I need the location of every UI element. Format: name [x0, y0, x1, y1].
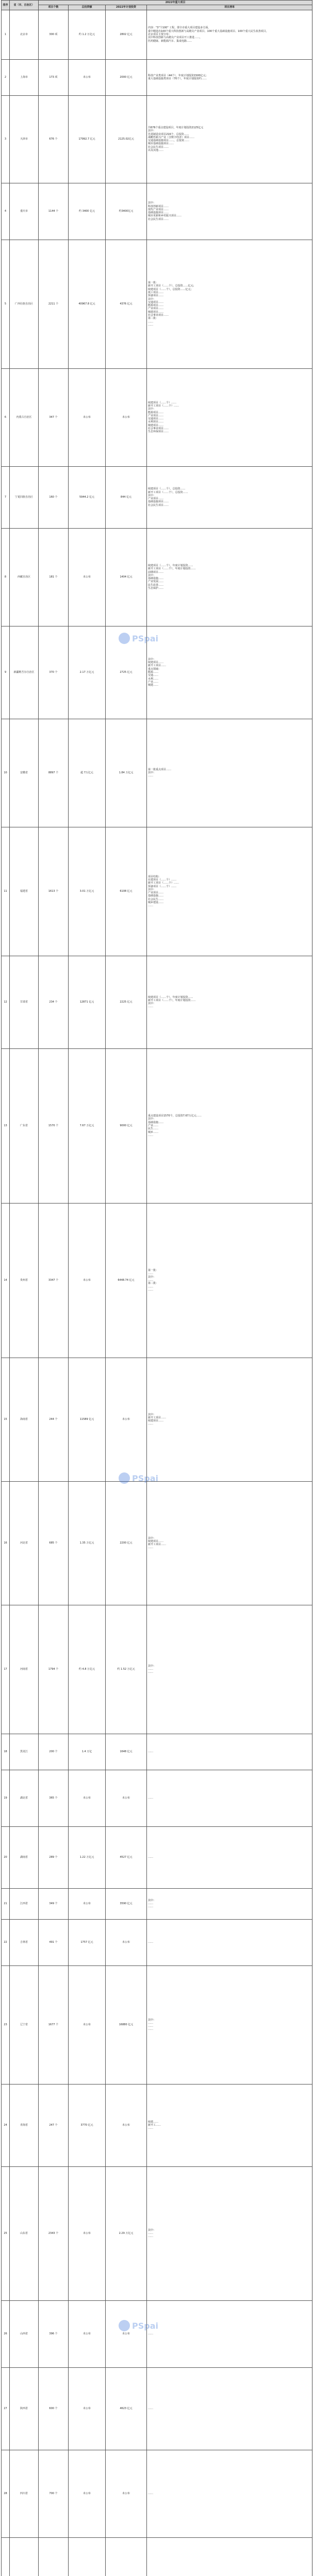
watermark-text: PSpai: [132, 633, 158, 643]
province-cell: 湖北省: [10, 1770, 39, 1826]
header-row-bottom: [2, 5, 312, 10]
detail-cell: 第一批： 新开工项目（……个），总投资……亿元； 续建项目（……个），总投资……亿元； 竣工项目…… 预备项目…… 其中： 交通项目…… 能源项目…… 产业项目…… 城建项目…… 社会事业项目…… 第二批： …… ……: [147, 240, 312, 368]
rank-cell: 12: [2, 956, 10, 1048]
col-count-header: 项目个数: [39, 5, 69, 10]
total-cell: 1757 亿元: [69, 1919, 106, 1965]
plan-cell: 未公布: [106, 1919, 147, 1965]
col-detail-header: 项目清单: [147, 5, 312, 10]
total-cell: 未公布: [69, 2367, 106, 2450]
rank-cell: 24: [2, 2084, 10, 2166]
table-row: [2, 1734, 312, 1770]
province-cell: 辽宁省: [10, 1965, 39, 2084]
table-row: [2, 2450, 312, 2537]
plan-cell: 6448.74 亿元: [106, 1203, 147, 1358]
header-row-top: [2, 1, 312, 5]
rank-cell: 21: [2, 1888, 10, 1919]
province-cell: 甘肃省: [10, 956, 39, 1048]
rank-cell: 16: [2, 1481, 10, 1605]
table-row: [2, 956, 312, 1048]
count-cell: 1677 个: [39, 1965, 69, 2084]
total-cell: 7.67 万亿元: [69, 1048, 106, 1203]
detail-cell: ……: [147, 2300, 312, 2367]
plan-cell: 2225 亿元: [106, 956, 147, 1048]
rank-cell: 4: [2, 183, 10, 240]
province-cell: 山东省: [10, 2166, 39, 2300]
total-cell: 未公布: [69, 368, 106, 466]
col-rank-header: 排序: [2, 1, 10, 10]
province-cell: 黑龙江: [10, 1734, 39, 1770]
plan-cell: 2725 亿元: [106, 626, 147, 719]
rank-cell: 11: [2, 827, 10, 956]
detail-cell: [147, 2537, 312, 2576]
province-cell: 福建省: [10, 827, 39, 956]
rank-cell: 19: [2, 1770, 10, 1826]
total-cell: 5944.2 亿元: [69, 466, 106, 528]
table-row: [2, 1826, 312, 1888]
rank-cell: 26: [2, 2300, 10, 2367]
detail-cell: ……: [147, 2450, 312, 2537]
rank-cell: 17: [2, 1605, 10, 1734]
province-cell: 四川省: [10, 2450, 39, 2537]
plan-cell: 9000 亿元: [106, 1048, 147, 1203]
table-row: [2, 1770, 312, 1826]
total-cell: 未公布: [69, 1770, 106, 1826]
rank-cell: 13: [2, 1048, 10, 1203]
detail-cell: 其中： …… …… ……: [147, 1965, 312, 2084]
count-cell: 365 个: [39, 1770, 69, 1826]
count-cell: 1570 个: [39, 1048, 69, 1203]
detail-cell: 第一批： …… 其中： …… 第二批： …… ……: [147, 1203, 312, 1358]
table-row: [2, 2084, 312, 2166]
detail-cell: 其中： 续建项目…… 新开工项目…… ……: [147, 1481, 312, 1605]
total-cell: 40967.8 亿元: [69, 240, 106, 368]
plan-cell: 16880 亿元: [106, 1965, 147, 2084]
province-cell: 重庆市: [10, 183, 39, 240]
detail-cell: 共676个重点建设项目，年度计划投资2125亿元 其中： 先进制造业项目216个，总投资…… 战略性新兴产业（含数字经济）项目…… 交通基础设施项目……，总投资…… 城市基础设施项目…… 社会民生项目…… 以及其他……: [147, 95, 312, 183]
province-cell: 山西省: [10, 2300, 39, 2367]
province-cell: 吉林省: [10, 1919, 39, 1965]
total-cell: 未公布: [69, 1203, 106, 1358]
rank-cell: 18: [2, 1734, 10, 1770]
rank-cell: 28: [2, 2450, 10, 2537]
detail-cell: 科技产业类项目（44个），年度计划投资1500亿元； 重大基础设施类项目（70个），年度计划投资约……: [147, 59, 312, 95]
rank-cell: [2, 2537, 10, 2576]
count-cell: 1144 个: [39, 183, 69, 240]
detail-cell: 项目结构： 在建项目（……个）…… 新开工项目（……个）…… 预备项目（……个）…… 其中： 产业项目…… 基础设施…… 社会民生…… 城乡建设…… ……: [147, 827, 312, 956]
count-cell: 173 项: [39, 59, 69, 95]
count-cell: 2211 个: [39, 240, 69, 368]
total-cell: 未公布: [69, 2300, 106, 2367]
plan-cell: 2000 亿元: [106, 59, 147, 95]
detail-cell: 其中： 科技创新项目…… 现代产业项目…… 基础设施项目…… 城市更新和乡村振兴项目…… 社会民生项目……: [147, 183, 312, 240]
projects-table: [1, 0, 312, 2576]
count-cell: [39, 2537, 69, 2576]
province-cell: 北京市: [10, 10, 39, 59]
plan-cell: 2.29 万亿元: [106, 2166, 147, 2300]
total-cell: 3.01 万亿元: [69, 827, 106, 956]
plan-cell: [106, 2537, 147, 2576]
count-cell: 370 个: [39, 626, 69, 719]
detail-cell: ……: [147, 2367, 312, 2450]
plan-cell: 1404 亿元: [106, 528, 147, 626]
total-cell: 17992.7 亿元: [69, 95, 106, 183]
detail-cell: ……: [147, 1919, 312, 1965]
table-body: [2, 10, 312, 2576]
table-row: [2, 626, 312, 719]
rank-cell: 14: [2, 1203, 10, 1358]
rank-cell: 1: [2, 10, 10, 59]
span-title: 2022年重大项目: [39, 1, 312, 5]
detail-cell: 其中： 续建项目…… 新开工项目…… 重点领域： 能源…… 交通…… 水利…… 产业…… 城建……: [147, 626, 312, 719]
total-cell: 未公布: [69, 1965, 106, 2084]
plan-cell: 1.84 万亿元: [106, 719, 147, 827]
total-cell: 未公布: [69, 1888, 106, 1919]
table-row: [2, 2300, 312, 2367]
province-cell: 河北省: [10, 1481, 39, 1605]
total-cell: [69, 2537, 106, 2576]
rank-cell: 8: [2, 528, 10, 626]
rank-cell: 7: [2, 466, 10, 528]
detail-cell: ……: [147, 1734, 312, 1770]
detail-cell: 第一批重点项目…… 其中： ……: [147, 719, 312, 827]
detail-cell: 重点建设项目1570个，总投资7.67万亿元…… 其中： 基础设施…… 产业…… 民生…… 城乡…… ……: [147, 1048, 312, 1203]
province-cell: 贵州省: [10, 1203, 39, 1358]
plan-cell: 4623 亿元: [106, 2367, 147, 2450]
plan-cell: 未公布: [106, 2450, 147, 2537]
total-cell: 未公布: [69, 528, 106, 626]
total-cell: 超 7万亿元: [69, 719, 106, 827]
province-cell: [10, 2537, 39, 2576]
rank-cell: 2: [2, 59, 10, 95]
total-cell: 2.17 万亿元: [69, 626, 106, 719]
total-cell: 约 4.8 万亿元: [69, 1605, 106, 1734]
detail-cell: 续建项目（……个），年度计划投资…… 新开工项目（……个），年度计划投资…… 前期项目…… 其中： 基础设施…… 产业发展…… 民生改善…… 生态保护……: [147, 528, 312, 626]
detail-cell: 续建…… 新开工…… ……: [147, 2084, 312, 2166]
count-cell: 300 项: [39, 10, 69, 59]
total-cell: 1.35 万亿元: [69, 1481, 106, 1605]
count-cell: 247 个: [39, 2084, 69, 2166]
plan-cell: 844 亿元: [106, 466, 147, 528]
province-cell: 天津市: [10, 95, 39, 183]
table-row: [2, 240, 312, 368]
total-cell: 3770 亿元: [69, 2084, 106, 2166]
table-row: [2, 2166, 312, 2300]
plan-cell: 4527 亿元: [106, 1826, 147, 1888]
detail-cell: 续建项目（……个），总投资…… 新开工项目（……个），总投资…… 其中： 产业项目…… 基础设施项目…… 社会民生项目……: [147, 466, 312, 528]
province-cell: 江西省: [10, 1888, 39, 1919]
province-cell: 西藏自治区: [10, 528, 39, 626]
detail-cell: ……: [147, 1770, 312, 1826]
table-row: [2, 1048, 312, 1203]
table-row: [2, 1919, 312, 1965]
count-cell: 700 个: [39, 2450, 69, 2537]
rank-cell: 5: [2, 240, 10, 368]
plan-cell: 6108 亿元: [106, 827, 147, 956]
table-row: [2, 59, 312, 95]
detail-cell: 续建项目（……个）…… 新开工项目（……个）…… 其中： 能源项目…… 产业项目…… 交通项目…… 水利项目…… 城建项目…… 社会事业项目…… 生态环保项目……: [147, 368, 312, 466]
rank-cell: 23: [2, 1965, 10, 2084]
plan-cell: 2802 亿元: [106, 10, 147, 59]
total-cell: 未公布: [69, 2166, 106, 2300]
table-row: [2, 1203, 312, 1358]
plan-cell: 2200 亿元: [106, 1481, 147, 1605]
col-plan-header: 2022年计划投资: [106, 5, 147, 10]
count-cell: 244 个: [39, 1358, 69, 1481]
plan-cell: 未公布: [106, 2084, 147, 2166]
rank-cell: 25: [2, 2166, 10, 2300]
table-row: [2, 2537, 312, 2576]
plan-cell: 1648 亿元: [106, 1734, 147, 1770]
province-cell: 内蒙古自治区: [10, 368, 39, 466]
detail-cell: 其中： 新开工项目…… 续建项目…… ……: [147, 1358, 312, 1481]
table-row: [2, 827, 312, 956]
count-cell: 2343 个: [39, 2166, 69, 2300]
plan-cell: 2125.02亿元: [106, 95, 147, 183]
table-row: [2, 1481, 312, 1605]
count-cell: 234 个: [39, 956, 69, 1048]
rank-cell: 22: [2, 1919, 10, 1965]
plan-cell: 约3400亿元: [106, 183, 147, 240]
province-cell: 河南省: [10, 1605, 39, 1734]
province-cell: 湖南省: [10, 1826, 39, 1888]
rank-cell: 3: [2, 95, 10, 183]
table-row: [2, 466, 312, 528]
table-row: [2, 528, 312, 626]
count-cell: 1794 个: [39, 1605, 69, 1734]
watermark-text: PSpai: [132, 2320, 158, 2331]
detail-cell: 内容："3"个100" 工程，即全市重大项目建设多方面， 重中精选出100个重大科技创新与高精尖产业项目、100个重大基础设施项目、100个重大民生改善项目。 北京项目主要分布： 其中科技创新与高精尖产业项目开工推进……， 医药健康、新能源汽车、集成电路……: [147, 10, 312, 59]
table-row: [2, 1965, 312, 2084]
col-total-header: 总投资额: [69, 5, 106, 10]
province-cell: 广西壮族自治区: [10, 240, 39, 368]
watermark-text: PSpai: [132, 1473, 158, 1483]
count-cell: 8897 个: [39, 719, 69, 827]
total-cell: 未公布: [69, 2450, 106, 2537]
table-row: [2, 368, 312, 466]
total-cell: 约 3400 亿元: [69, 183, 106, 240]
detail-cell: 其中： …… ……: [147, 2166, 312, 2300]
detail-cell: ……: [147, 1826, 312, 1888]
count-cell: 3347 个: [39, 1203, 69, 1358]
plan-cell: 未公布: [106, 1358, 147, 1481]
count-cell: 600 个: [39, 2367, 69, 2450]
rank-cell: 10: [2, 719, 10, 827]
province-cell: 安徽省: [10, 719, 39, 827]
count-cell: 200 个: [39, 1734, 69, 1770]
detail-cell: 其中： …… ……: [147, 1605, 312, 1734]
province-cell: 陕西省: [10, 2367, 39, 2450]
col-province-header: 省（市、自治区）: [10, 1, 39, 10]
rank-cell: 15: [2, 1358, 10, 1481]
total-cell: 未公布: [69, 59, 106, 95]
rank-cell: 9: [2, 626, 10, 719]
plan-cell: 4376 亿元: [106, 240, 147, 368]
total-cell: 11589 亿元: [69, 1358, 106, 1481]
rank-cell: 27: [2, 2367, 10, 2450]
plan-cell: 3590 亿元: [106, 1888, 147, 1919]
table-row: [2, 1358, 312, 1481]
province-cell: 海南省: [10, 1358, 39, 1481]
total-cell: 1.4 万亿: [69, 1734, 106, 1770]
count-cell: 349 个: [39, 1888, 69, 1919]
province-cell: 青海省: [10, 2084, 39, 2166]
count-cell: 1613 个: [39, 827, 69, 956]
total-cell: 约 1.2 万亿元: [69, 10, 106, 59]
count-cell: 491 个: [39, 1919, 69, 1965]
count-cell: 347 个: [39, 368, 69, 466]
province-cell: 新疆维吾尔自治区: [10, 626, 39, 719]
plan-cell: 未公布: [106, 2300, 147, 2367]
total-cell: 1.22 万亿元: [69, 1826, 106, 1888]
table-row: [2, 719, 312, 827]
total-cell: 12871 亿元: [69, 956, 106, 1048]
table-row: [2, 183, 312, 240]
detail-cell: 续建项目（……个），年度计划投资…… 新开工项目（……个），年度计划投资…… 其中： ……: [147, 956, 312, 1048]
rank-cell: 6: [2, 368, 10, 466]
count-cell: 396 个: [39, 2300, 69, 2367]
count-cell: 685 个: [39, 1481, 69, 1605]
rank-cell: 20: [2, 1826, 10, 1888]
count-cell: 289 个: [39, 1826, 69, 1888]
count-cell: 676 个: [39, 95, 69, 183]
table-row: [2, 95, 312, 183]
table-row: [2, 1605, 312, 1734]
table-row: [2, 1888, 312, 1919]
table-row: [2, 10, 312, 59]
count-cell: 160 个: [39, 466, 69, 528]
plan-cell: 未公布: [106, 1770, 147, 1826]
province-cell: 广东省: [10, 1048, 39, 1203]
detail-cell: 其中： …… ……: [147, 1888, 312, 1919]
province-cell: 上海市: [10, 59, 39, 95]
count-cell: 181 个: [39, 528, 69, 626]
province-cell: 宁夏回族自治区: [10, 466, 39, 528]
plan-cell: 未公布: [106, 368, 147, 466]
plan-cell: 约 1.52 万亿元: [106, 1605, 147, 1734]
table-row: [2, 2367, 312, 2450]
